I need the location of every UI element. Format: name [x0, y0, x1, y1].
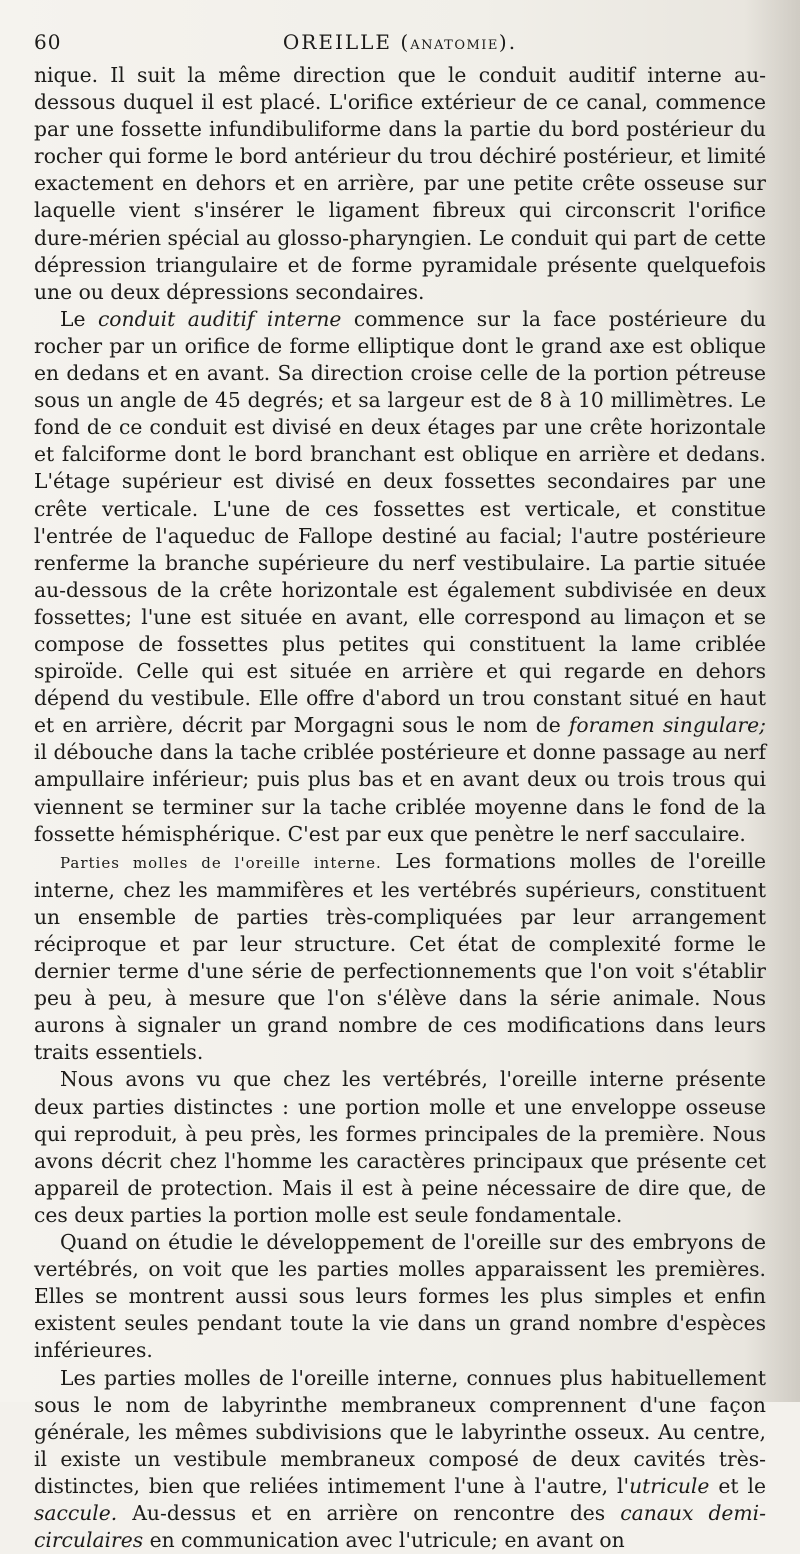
paragraph-labyrinthe — [34, 1365, 766, 1554]
term-conduit-auditif-interne: conduit auditif interne — [98, 307, 341, 331]
running-title-open: ( — [400, 30, 410, 54]
running-title-close: ). — [499, 30, 517, 54]
paragraph-parties-molles — [34, 848, 766, 1067]
paragraph-vertebres — [34, 1066, 766, 1229]
term-canaux-demi-circulaires: canaux demi-circulaires — [34, 1501, 766, 1552]
text-run: Au-dessus et en arrière on rencontre des — [117, 1501, 620, 1525]
term-saccule: saccule. — [34, 1501, 117, 1525]
term-foramen-singulare: foramen singulare; — [569, 713, 766, 737]
text-run: Les formations molles de l'oreille interne, chez les mammifères et les vertébrés supérieurs, constituent un ensemble de parties très-compliquées par leur arrangement réciproque et par leur structure. Cet état de complexité forme le dernier terme d'une série de perfectionnements que l'on voit s'établir peu à peu, à mesure que l'on s'élève dans la série animale. Nous aurons à signaler un grand nombre de ces modifications dans leurs traits essentiels. — [34, 849, 766, 1065]
paragraph-continuation — [34, 62, 766, 306]
paragraph-conduit-auditif — [34, 306, 766, 848]
page-number: 60 — [34, 30, 61, 54]
running-title-main: OREILLE — [283, 30, 392, 54]
text-run: en communication avec l'utricule; en avant on — [143, 1528, 625, 1552]
term-utricule: utricule — [629, 1474, 709, 1498]
text-run: Les parties molles de l'oreille interne, connues plus habituellement sous le nom de labyrinthe membraneux comprennent d'une façon générale, les mêmes subdivisions que le labyrinthe osseux. Au centre, il existe un vestibule membraneux composé de deux cavités très-distinctes, bien que reliées intimement l'une à l'autre, l' — [34, 1366, 766, 1498]
paragraph-text: Quand on étudie le développement de l'oreille sur des embryons de vertébrés, on voit que les parties molles apparaissent les premières. Elles se montrent aussi sous leurs formes les plus simples et enfin existent seules pendant toute la vie dans un grand nombre d'espèces inférieures. — [34, 1230, 766, 1362]
text-run: Le — [60, 307, 98, 331]
paragraph-text: Nous avons vu que chez les vertébrés, l'oreille interne présente deux parties distinctes : une portion molle et une enveloppe osseuse qui reproduit, à peu près, les formes principales de la première. Nous avons décrit chez l'homme les caractères principaux que présente cet appareil de protection. Mais il est à peine nécessaire de dire que, de ces deux parties la portion molle est seule fondamentale. — [34, 1067, 766, 1226]
paragraph-text: nique. Il suit la même direction que le conduit auditif interne au-dessous duquel il est placé. L'orifice extérieur de ce canal, commence par une fossette infundibuliforme dans la partie du bord postérieur du rocher qui forme le bord antérieur du trou déchiré postérieur, et limité exactement en dehors et en arrière, par une petite crête osseuse sur laquelle vient s'insérer le ligament fibreux qui circonscrit l'orifice dure-mérien spécial au glosso-pharyngien. Le conduit qui part de cette dépression triangulaire et de forme pyramidale présente quelquefois une ou deux dépressions secondaires. — [34, 63, 766, 304]
text-run: commence sur la face postérieure du rocher par un orifice de forme elliptique dont le grand axe est oblique en dedans et en avant. Sa direction croise celle de la portion pétreuse sous un angle de 45 degrés; et sa largeur est de 8 à 10 millimètres. Le fond de ce conduit est divisé en deux étages par une crête horizontale et falciforme dont le bord branchant est oblique en arrière et dedans. L'étage supérieur est divisé en deux fossettes secondaires par une crête verticale. L'une de ces fossettes est verticale, et constitue l'entrée de l'aqueduc de Fallope destiné au facial; l'autre postérieure renferme la branche supérieure du nerf vestibulaire. La partie située au-dessous de la crête horizontale est également subdivisée en deux fossettes; l'une est située en avant, elle correspond au limaçon et se compose de fossettes plus petites qui constituent la lame criblée spiroïde. Celle qui est située en arrière et qui regarde en dehors dépend du vestibule. Elle offre d'abord un trou constant situé en haut et en arrière, décrit par Morgagni sous le nom de — [34, 307, 766, 737]
section-heading: Parties molles de l'oreille interne. — [60, 854, 382, 872]
body-text — [34, 62, 766, 1554]
running-head — [34, 22, 766, 62]
text-run: il débouche dans la tache criblée postérieure et donne passage au nerf ampullaire inférieur; puis plus bas et en avant deux ou trois trous qui viennent se terminer sur la tache criblée moyenne dans le fond de la fossette hémisphérique. C'est par eux que penètre le nerf sacculaire. — [34, 740, 766, 845]
paragraph-developpement — [34, 1229, 766, 1364]
running-title — [34, 30, 766, 54]
running-title-subject: ANATOMIE — [410, 38, 499, 53]
text-run: et le — [709, 1474, 766, 1498]
